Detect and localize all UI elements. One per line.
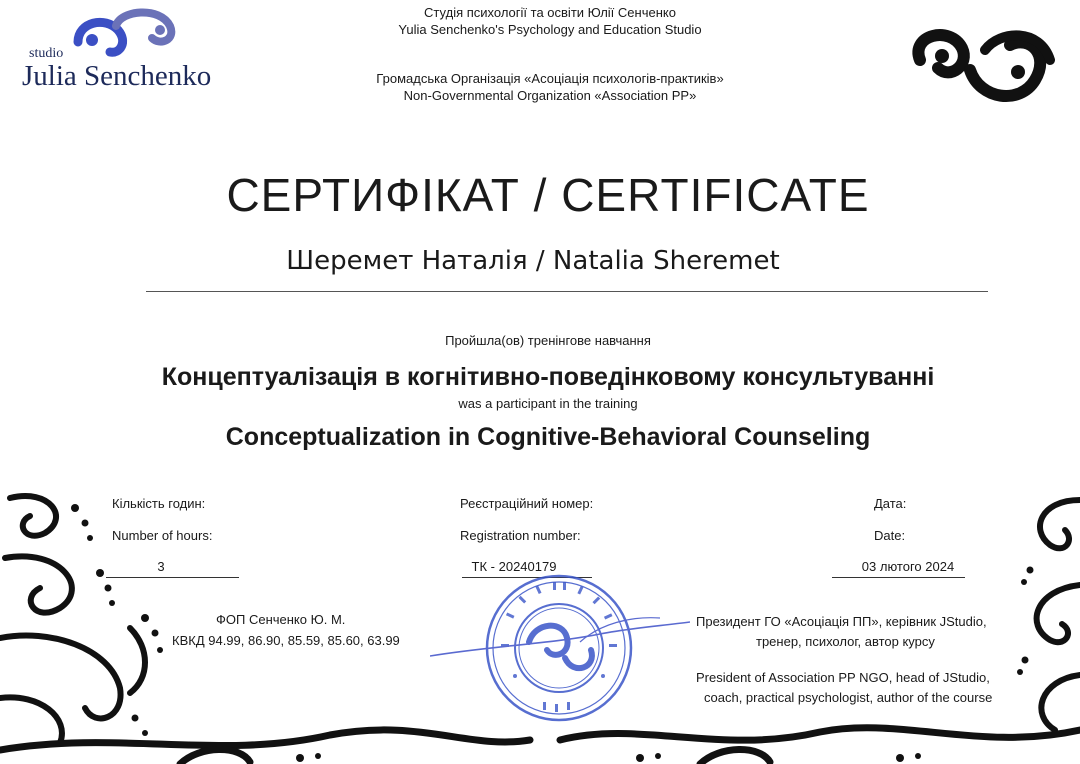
registration-label-ua: Реєстраційний номер: bbox=[460, 496, 594, 511]
hours-label-ua: Кількість годин: bbox=[112, 496, 206, 511]
logo-name-text: Julia Senchenko bbox=[22, 60, 212, 92]
president-title-ua-line2: тренер, психолог, автор курсу bbox=[756, 634, 935, 649]
studio-name-en: Yulia Senchenko's Psychology and Education Studio bbox=[398, 22, 702, 37]
certificate-title: СЕРТИФІКАТ / CERTIFICATE bbox=[226, 169, 870, 221]
president-title-en-line1: President of Association PP NGO, head of JStudio, bbox=[696, 670, 990, 685]
signature-icon bbox=[430, 596, 690, 676]
kvkd-codes: КВКД 94.99, 86.90, 85.59, 85.60, 63.99 bbox=[172, 633, 400, 648]
fop-name: ФОП Сенченко Ю. М. bbox=[216, 612, 346, 627]
date-label-en: Date: bbox=[874, 528, 906, 543]
completed-training-text-ua: Пройшла(ов) тренінгове навчання bbox=[445, 333, 651, 348]
ngo-name-ua: Громадська Організація «Асоціація психологів-практиків» bbox=[376, 71, 724, 86]
registration-label-en: Registration number: bbox=[460, 528, 581, 543]
president-title-ua-line1: Президент ГО «Асоціація ПП», керівник JStudio, bbox=[696, 614, 987, 629]
participant-text-en: was a participant in the training bbox=[458, 396, 638, 411]
ngo-name-en: Non-Governmental Organization «Association PP» bbox=[403, 88, 697, 103]
logo-studio-text: studio bbox=[29, 46, 64, 61]
recipient-name: Шеремет Наталія / Natalia Sheremet bbox=[286, 246, 780, 276]
registration-value: ТК - 20240179 bbox=[471, 559, 557, 574]
hours-value: 3 bbox=[157, 559, 165, 574]
hours-underline bbox=[106, 577, 239, 578]
studio-name-ua: Студія психології та освіти Юлії Сенченко bbox=[424, 5, 676, 20]
date-label-ua: Дата: bbox=[874, 496, 907, 511]
association-swirl-logo-icon bbox=[900, 20, 1060, 110]
president-title-en-line2: coach, practical psychologist, author of the course bbox=[704, 690, 993, 705]
training-title-ua: Концептуалізація в когнітивно-поведінковому консультуванні bbox=[161, 363, 935, 391]
name-underline bbox=[146, 291, 988, 292]
training-title-en: Conceptualization in Cognitive-Behavioral Counseling bbox=[225, 423, 871, 451]
date-underline bbox=[832, 577, 965, 578]
date-value: 03 лютого 2024 bbox=[861, 559, 955, 574]
hours-label-en: Number of hours: bbox=[112, 528, 213, 543]
